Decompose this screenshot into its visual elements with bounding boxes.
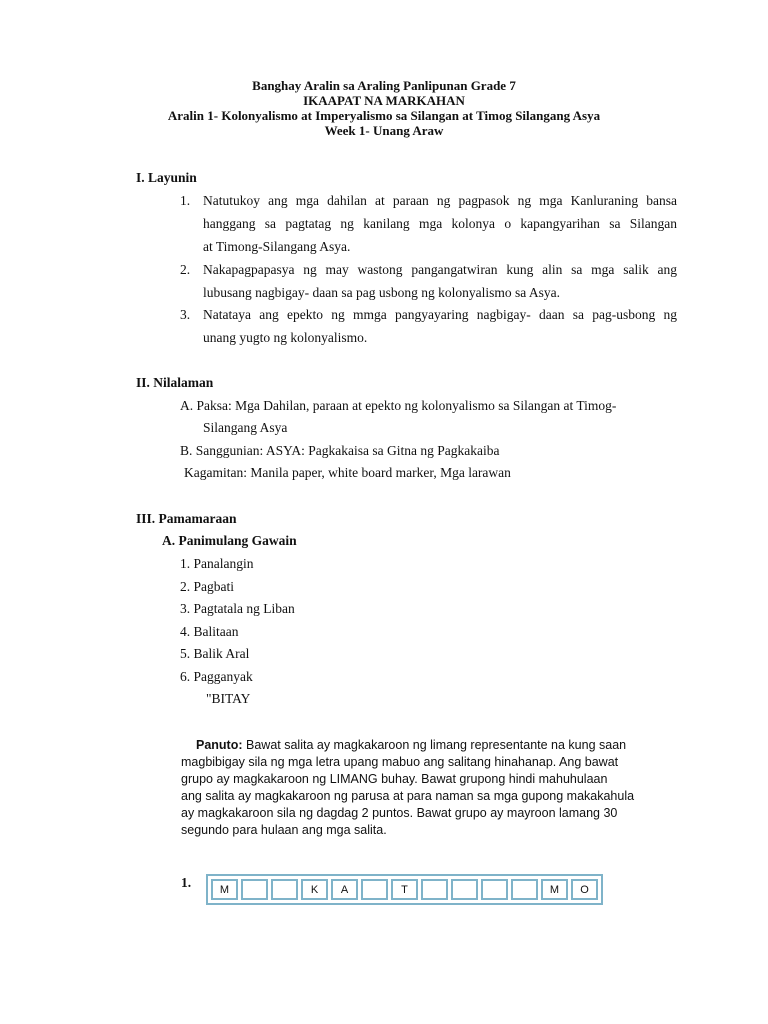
section-nilalaman-heading: II. Nilalaman <box>136 375 214 390</box>
puzzle-number: 1. <box>181 875 192 890</box>
step-item: 3. Pagtatala ng Liban <box>180 601 295 616</box>
objective-number: 2. <box>180 262 191 277</box>
panuto-label: Panuto: <box>196 738 243 752</box>
letter-box[interactable]: A <box>331 879 358 900</box>
objective-number: 1. <box>180 193 191 208</box>
panuto-line: ay magkakaroon sila ng dagdag 2 puntos. Bawat grupo ay mayroon lamang 30 <box>181 806 618 820</box>
step-item: 5. Balik Aral <box>180 646 250 661</box>
letter-box[interactable] <box>481 879 508 900</box>
objective-number: 3. <box>180 307 191 322</box>
objective-line: at Timong-Silangang Asya. <box>203 239 351 254</box>
quarter-heading: IKAAPAT NA MARKAHAN <box>303 93 465 108</box>
letter-box[interactable] <box>271 879 298 900</box>
letter-box[interactable] <box>361 879 388 900</box>
lesson-title: Aralin 1- Kolonyalismo at Imperyalismo sa Silangan at Timog Silangang Asya <box>167 108 601 123</box>
step-item: 6. Pagganyak <box>180 669 253 684</box>
step-item: 1. Panalangin <box>180 556 254 571</box>
letter-box[interactable]: M <box>541 879 568 900</box>
objective-line: unang yugto ng kolonyalismo. <box>203 330 368 345</box>
section-layunin-heading: I. Layunin <box>136 170 197 185</box>
objective-line: Nakapagpapasya ng may wastong pangangatwiran kung alin sa mga salik ang <box>203 262 677 277</box>
letter-box[interactable]: K <box>301 879 328 900</box>
week-day-heading: Week 1- Unang Araw <box>324 123 444 138</box>
panimulang-gawain-heading: A. Panimulang Gawain <box>162 533 297 548</box>
panuto-line: ang salita ay magkakaroon ng parusa at para naman sa mga gupong makakahula <box>181 789 635 803</box>
letter-box[interactable] <box>421 879 448 900</box>
kagamitan-line: Kagamitan: Manila paper, white board marker, Mga larawan <box>184 465 511 480</box>
panuto-text: Bawat salita ay magkakaroon ng limang representante na kung saan <box>242 738 627 752</box>
objective-line: Natataya ang epekto ng mmga pangyayaring nagbigay- daan sa pag-usbong ng <box>203 307 677 322</box>
paksa-line: A. Paksa: Mga Dahilan, paraan at epekto ng kolonyalismo sa Silangan at Timog- <box>180 398 617 413</box>
panuto-line: grupo ay magkakaroon ng LIMANG buhay. Bawat grupong hindi mahuhulaan <box>181 772 608 786</box>
letter-box[interactable] <box>451 879 478 900</box>
paksa-line: Silangang Asya <box>203 420 288 435</box>
letter-box[interactable] <box>241 879 268 900</box>
section-pamamaraan-heading: III. Pamamaraan <box>136 511 237 526</box>
word-puzzle-boxes <box>206 874 603 905</box>
step-item: 2. Pagbati <box>180 579 234 594</box>
step-item: 4. Balitaan <box>180 624 239 639</box>
panuto-first-line <box>196 738 626 752</box>
activity-title: "BITAY <box>206 691 251 706</box>
lesson-plan-title: Banghay Aralin sa Araling Panlipunan Grade 7 <box>252 78 516 93</box>
letter-box[interactable] <box>511 879 538 900</box>
objective-line: lubusang nagbigay- daan sa pag usbong ng kolonyalismo sa Asya. <box>203 285 560 300</box>
objective-line: Natutukoy ang mga dahilan at paraan ng pagpasok ng mga Kanluraning bansa <box>203 193 677 208</box>
panuto-line: segundo para hulaan ang mga salita. <box>181 823 387 837</box>
letter-box[interactable]: O <box>571 879 598 900</box>
letter-box[interactable]: T <box>391 879 418 900</box>
panuto-line: magbibigay sila ng mga letra upang mabuo ang salitang hinahanap. Ang bawat <box>181 755 619 769</box>
sanggunian-line: B. Sanggunian: ASYA: Pagkakaisa sa Gitna ng Pagkakaiba <box>180 443 500 458</box>
letter-box[interactable]: M <box>211 879 238 900</box>
objective-line: hanggang sa pagtatag ng kanilang mga kolonya o kapangyarihan sa Silangan <box>203 216 677 231</box>
